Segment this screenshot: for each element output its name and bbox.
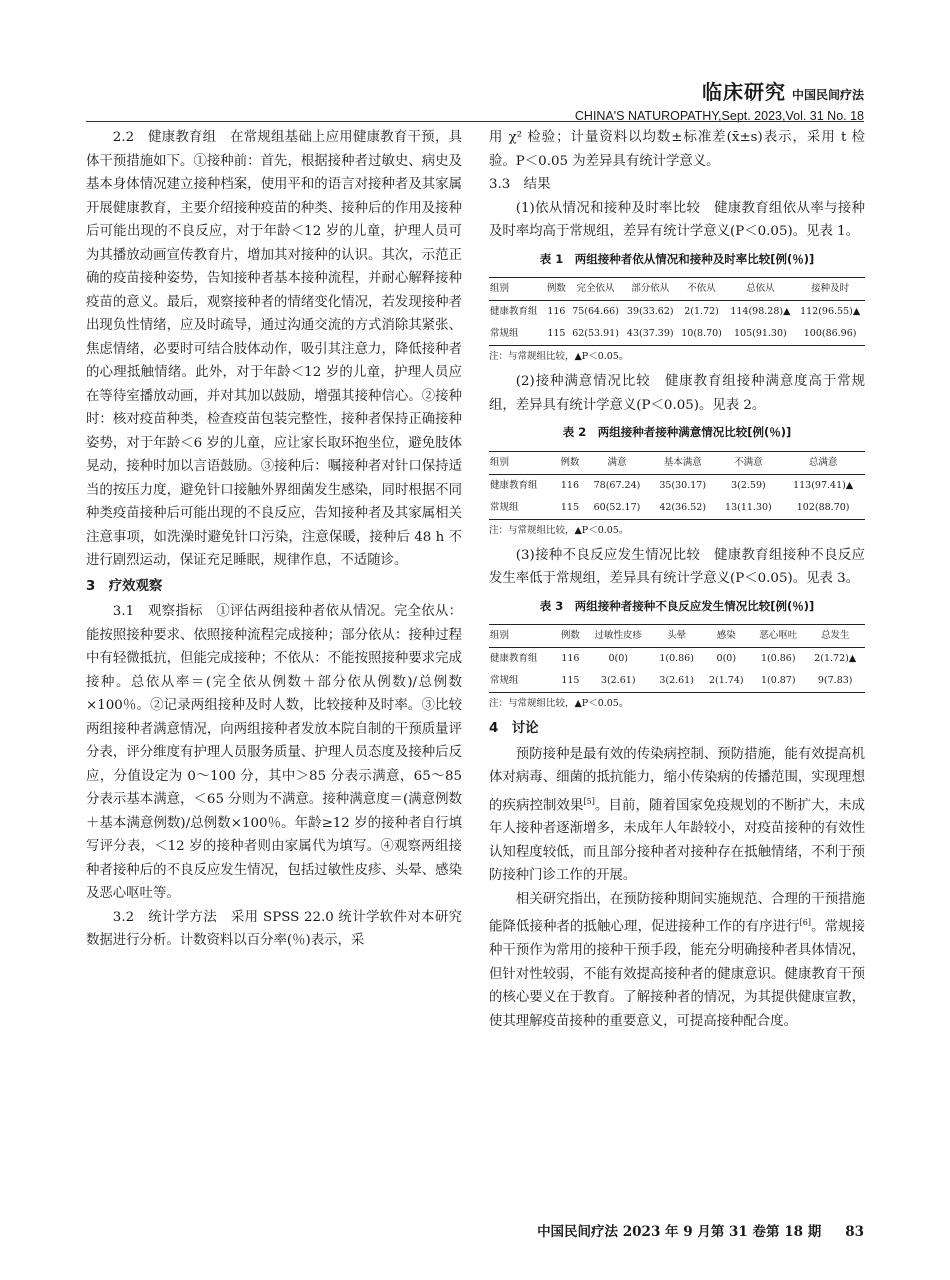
heading-3-3: 3.3 结果 <box>489 177 551 192</box>
table-2 <box>489 451 865 520</box>
table-header-cell: 感染 <box>716 630 736 641</box>
table-header-cell: 接种及时 <box>811 283 850 294</box>
discussion-text: 。常规接种干预作为常用的接种干预手段，能充分明确接种者具体情况，但针对性较弱，不能有效提高接种者的健康意识。健康教育干预的核心要义在于教育。了解接种者的情况，为其提供健康宣教，使其理解疫苗接种的重要意义，可提高接种配合度。 <box>489 919 866 1029</box>
table-cell: 105(91.30) <box>733 328 787 339</box>
table-header-cell: 组别 <box>490 283 510 294</box>
table-1-caption: 表 1 两组接种者依从情况和接种及时率比较[例(％)] <box>539 251 815 266</box>
paragraph-3-2: 3.2 统计学方法 采用 SPSS 22.0 统计学软件对本研究数据进行分析。计数资料以百分率(％)表示，采 <box>86 909 462 948</box>
table-cell: 113(97.41)▲ <box>793 479 854 491</box>
table-row <box>489 648 865 671</box>
brand-main-title: 临床研究 <box>701 80 786 104</box>
discussion-paragraph-2 <box>489 888 865 1033</box>
table-header-cell: 总依从 <box>746 283 775 294</box>
footer-journal-info: 中国民间疗法 2023 年 9 月第 31 卷第 18 期 <box>537 1224 822 1240</box>
table-cell: 3(2.59) <box>731 479 766 491</box>
table-cell: 60(52.17) <box>593 501 641 513</box>
table-header-cell: 不满意 <box>734 456 763 468</box>
table-header-cell: 满意 <box>607 456 627 468</box>
table-cell: 116 <box>547 306 566 317</box>
header-rule <box>86 121 864 122</box>
table-cell: 13(11.30) <box>725 501 772 513</box>
table-header-row <box>489 451 865 474</box>
table-cell: 62(53.91) <box>572 328 619 339</box>
table-header-cell: 不依从 <box>687 283 716 294</box>
table-header-cell: 组别 <box>490 630 510 641</box>
paragraph-3-1: 3.1 观察指标 ①评估两组接种者依从情况。完全依从：能按照接种要求、依照接种流程完成接种；部分依从：接种过程中有轻微抵抗，但能完成接种；不依从：不能按照接种要求完成接种。总依从率＝(完全依从例数＋部分依从例数)/总例数×100％。②记录两组接种及时人数，比较接种及时率。③比较两组接种者满意情况，向两组接种者发放本院自制的干预质量评分表，评分维度有护理人员服务质量、护理人员态度及接种后反应，分值设定为 0～100 分，其中＞85 分表示满意，65～85 分表示基本满意，＜65 分则为不满意。接种满意度＝(满意例数＋基本满意例数)/总例数×100％。年龄≥12 岁的接种者自行填写评分表，＜12 岁的接种者则由家属代为填写。④观察两组接种者接种后的不良反应发生情况，包括过敏性皮疹、头晕、感染及恶心呕吐等。 <box>86 604 462 901</box>
table-cell: 1(0.86) <box>760 653 796 664</box>
page-footer <box>537 1220 864 1240</box>
table-cell: 116 <box>560 479 580 491</box>
discussion-text: 预防接种是最有效的传染病控制、预防措施，能有效提高机体对病毒、细菌的抵抗能力，缩小传染病的传播范围，实现理想的疾病控制效果 <box>489 746 865 813</box>
table-1-note: 注：与常规组比较，▲P＜0.05。 <box>489 351 629 362</box>
discussion-paragraph-1 <box>489 743 865 888</box>
table-cell: 42(36.52) <box>659 501 707 513</box>
table-header-cell: 组别 <box>490 456 510 468</box>
table-cell: 102(88.70) <box>796 501 850 513</box>
table-header-cell: 恶心呕吐 <box>759 630 798 641</box>
table-cell: 0(0) <box>716 653 737 664</box>
table-cell: 115 <box>547 328 566 339</box>
table-header-row <box>489 625 865 648</box>
table-cell: 78(67.24) <box>593 479 641 491</box>
table-cell: 3(2.61) <box>600 675 636 686</box>
table-header-cell: 部分依从 <box>631 283 670 294</box>
table-row <box>489 670 865 693</box>
table-2-caption: 表 2 两组接种者接种满意情况比较[例(％)] <box>562 425 792 439</box>
table-3-note: 注：与常规组比较，▲P＜0.05。 <box>489 698 629 709</box>
table-cell: 2(1.74) <box>708 675 744 686</box>
journal-issue-line: CHINA'S NATUROPATHY,Sept. 2023,Vol. 31 No. 18 <box>574 109 864 123</box>
table-header-cell: 过敏性皮疹 <box>594 630 642 641</box>
page-number: 83 <box>845 1224 864 1240</box>
table-row <box>489 497 865 520</box>
running-header <box>575 76 864 123</box>
table-header-cell: 总满意 <box>808 456 838 468</box>
table-cell: 116 <box>561 653 580 664</box>
table-cell: 75(64.66) <box>572 306 619 317</box>
table-header-row <box>489 278 865 301</box>
brand-subtitle: 中国民间疗法 <box>791 88 864 102</box>
table-cell: 2(1.72) <box>684 306 719 317</box>
discussion-text: 相关研究指出，在预防接种期间实施规范、合理的干预措施能降低接种者的抵触心理，促进接种工作的有序进行 <box>489 891 865 935</box>
table-cell: 1(0.87) <box>760 675 796 686</box>
table-header-cell: 头晕 <box>667 630 687 641</box>
table-3-caption: 表 3 两组接种者接种不良反应发生情况比较[例(％)] <box>539 598 815 613</box>
table-row <box>489 323 865 346</box>
table-cell: 43(37.39) <box>626 328 674 339</box>
result-1-text: (1)依从情况和接种及时率比较 健康教育组依从率与接种及时率均高于常规组，差异有统计学意义(P＜0.05)。见表 1。 <box>489 200 865 239</box>
table-cell: 9(7.83) <box>817 675 853 686</box>
table-cell: 健康教育组 <box>490 306 538 317</box>
section-heading-3: 3 疗效观察 <box>86 578 163 594</box>
table-cell: 常规组 <box>490 328 519 339</box>
table-cell: 常规组 <box>490 501 519 513</box>
table-cell: 114(98.28)▲ <box>730 306 791 317</box>
table-row <box>489 301 865 324</box>
citation-ref[interactable]: [5] <box>583 796 595 806</box>
table-header-cell: 例数 <box>560 630 580 641</box>
table-header-cell: 总发生 <box>820 630 850 641</box>
table-header-cell: 完全依从 <box>576 283 615 294</box>
section-heading-4: 4 讨论 <box>489 721 539 736</box>
table-cell: 115 <box>561 675 580 686</box>
table-header-cell: 基本满意 <box>663 456 702 468</box>
table-cell: 健康教育组 <box>490 479 538 491</box>
table-header-cell: 例数 <box>546 283 566 294</box>
citation-ref[interactable]: [6] <box>799 918 811 928</box>
left-column <box>86 126 462 953</box>
table-cell: 100(86.96) <box>803 328 857 339</box>
table-3 <box>489 624 865 693</box>
table-cell: 1(0.86) <box>659 653 694 664</box>
table-header-cell: 例数 <box>560 456 580 468</box>
table-cell: 健康教育组 <box>490 653 538 664</box>
paragraph-3-2-continued: 用 χ² 检验；计量资料以均数±标准差(x̄±s)表示，采用 t 检验。P＜0.05 为差异具有统计学意义。 <box>489 130 865 169</box>
paragraph-2-2: 2.2 健康教育组 在常规组基础上应用健康教育干预，具体干预措施如下。①接种前：首先，根据接种者过敏史、病史及基本身体情况建立接种档案，使用平和的语言对接种者及其家属开展健康教育，主要介绍接种疫苗的种类、接种后的作用及接种后可能出现的不良反应，对于年龄＜12 岁的儿童，护理人员可为其播放动画宣传教育片，增加其对接种的认识。其次，示范正确的疫苗接种姿势，告知接种者基本接种流程，并耐心解释接种疫苗的意义。最后，观察接种者的情绪变化情况，若发现接种者出现负性情绪，应及时疏导，通过沟通交流的方式消除其紧张、焦虑情绪，必要时可结合肢体动作，吸引其注意力，降低接种者的心理抵触情绪。此外，对于年龄＜12 岁的儿童，护理人员应在等待室播放动画，并对其加以鼓励，增强其接种信心。②接种时：核对疫苗种类，检查疫苗包装完整性，接种者保持正确接种姿势，对于年龄＜6 岁的儿童，应让家长取环抱坐位，避免肢体晃动，接种时加以言语鼓励。③接种后：嘱接种者对针口保持适当的按压力度，避免针口接触外界细菌发生感染，同时根据不同种类疫苗接种后可能出现的不良反应，告知接种者及其家属相关注意事项，如洗澡时避免针口污染，注意保暖，接种后 48 h 不进行剧烈运动，保证充足睡眠，规律作息，不适随诊。 <box>86 130 462 568</box>
right-column <box>489 126 865 1033</box>
table-cell: 2(1.72)▲ <box>814 653 857 664</box>
table-cell: 常规组 <box>490 675 519 686</box>
table-cell: 115 <box>560 501 580 513</box>
table-cell: 39(33.62) <box>626 306 674 317</box>
result-3-text: (3)接种不良反应发生情况比较 健康教育组接种不良反应发生率低于常规组，差异具有统计学意义(P＜0.05)。见表 3。 <box>489 547 865 586</box>
table-cell: 35(30.17) <box>659 479 707 491</box>
journal-brand <box>575 76 864 105</box>
table-cell: 3(2.61) <box>659 675 694 686</box>
discussion-text: 。目前，随着国家免疫规划的不断扩大，未成年人接种者逐渐增多，未成年人年龄较小，对疫苗接种的有效性认知程度较低，而且部分接种者对接种存在抵触情绪，不利于预防接种门诊工作的开展。 <box>489 797 866 884</box>
result-2-text: (2)接种满意情况比较 健康教育组接种满意度高于常规组，差异具有统计学意义(P＜0.05)。见表 2。 <box>489 374 865 413</box>
table-1 <box>489 277 865 346</box>
table-cell: 0(0) <box>608 653 628 664</box>
table-cell: 112(96.55)▲ <box>800 306 861 317</box>
table-cell: 10(8.70) <box>681 328 722 339</box>
table-row <box>489 474 865 497</box>
table-2-note: 注：与常规组比较，▲P＜0.05。 <box>489 524 629 536</box>
